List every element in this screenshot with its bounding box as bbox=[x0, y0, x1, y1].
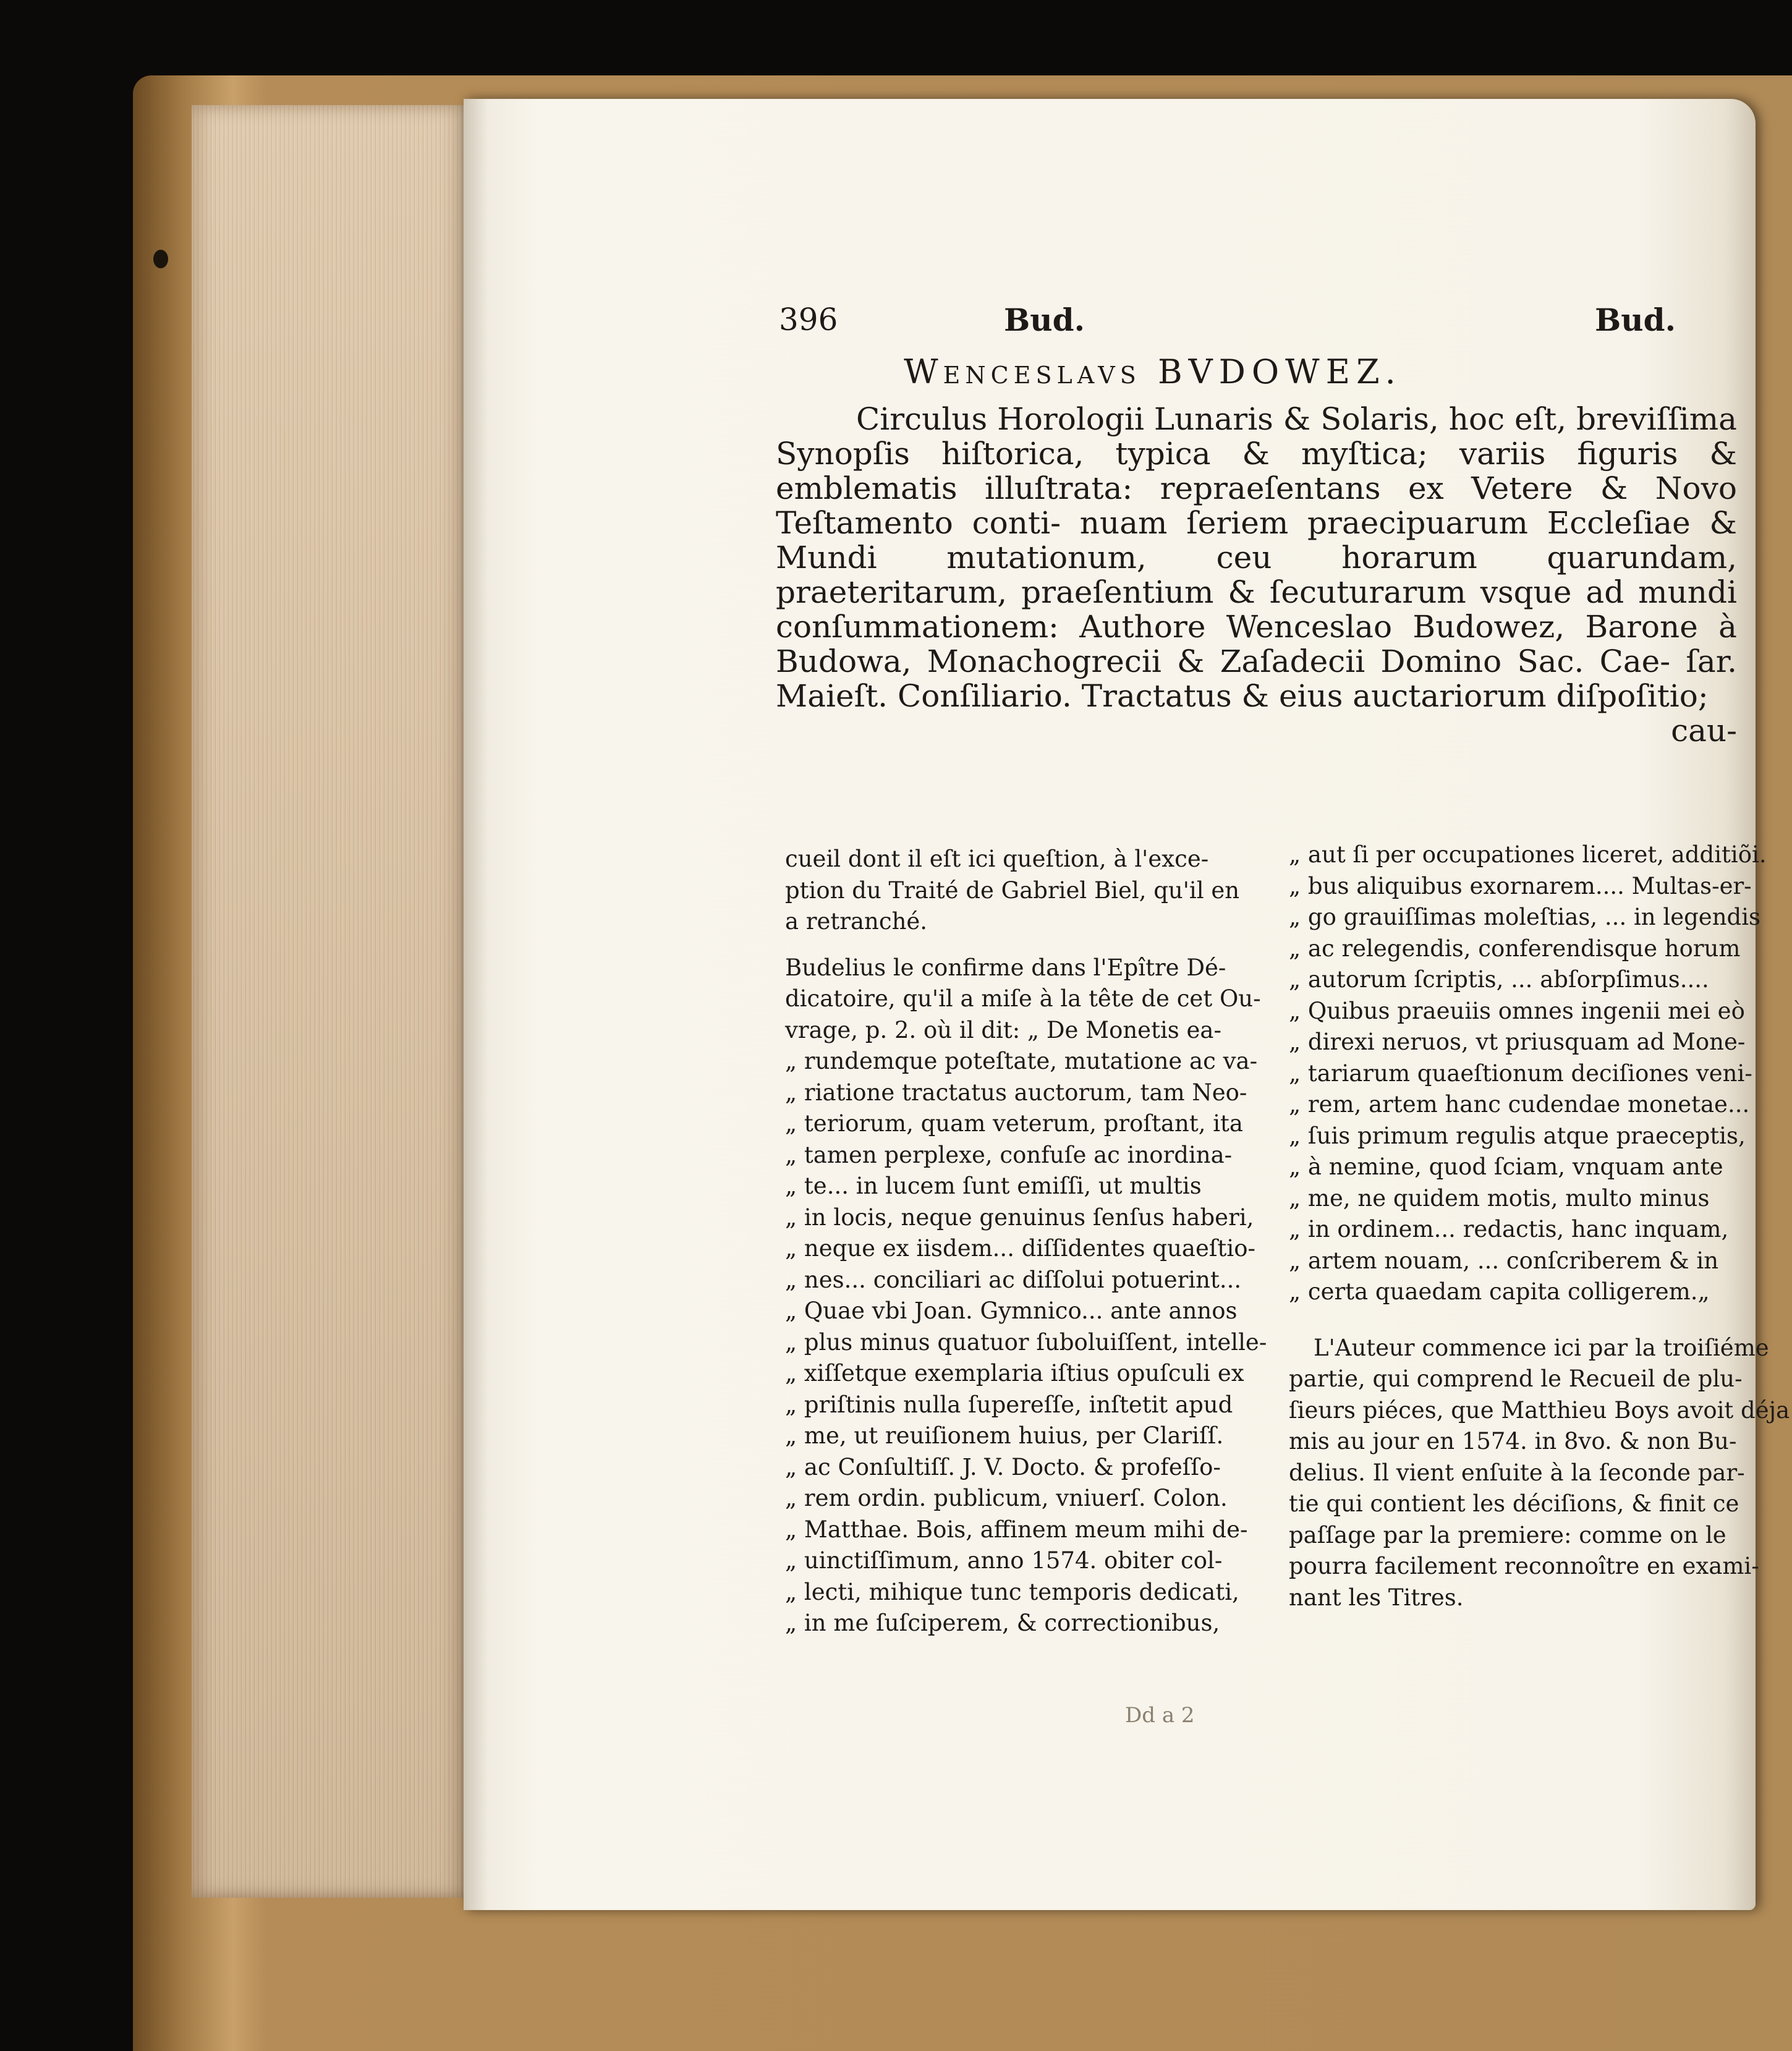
text-line: „ ac Conſultiſſ. J. V. Docto. & profeſſo- bbox=[785, 1453, 1221, 1480]
text-line: „ tamen perplexe, confuſe ac inordina- bbox=[785, 1141, 1233, 1168]
left-column bbox=[785, 844, 1280, 1654]
text-line: „ riatione tractatus auctorum, tam Neo- bbox=[785, 1079, 1247, 1106]
entry-author bbox=[464, 352, 1756, 391]
text-line: „ in ordinem... redactis, hanc inquam, bbox=[1289, 1216, 1729, 1242]
text-line: „ direxi neruos, vt priusquam ad Mone- bbox=[1289, 1029, 1746, 1055]
right-column bbox=[1289, 839, 1790, 1628]
text-line: „ lecti, mihique tunc temporis dedicati, bbox=[785, 1578, 1239, 1605]
text-line: „ priſtinis nulla ſupereſſe, inſtetit apud bbox=[785, 1391, 1233, 1418]
left-paragraph-2 bbox=[785, 953, 1280, 1639]
text-line: „ nes... conciliari ac diſſolui potuerint... bbox=[785, 1266, 1242, 1293]
intro-line: ſar. Maieſt. Conſiliario. Tractatus & eius auctariorum diſpoſitio; bbox=[776, 643, 1737, 714]
text-line: „ go grauiſſimas moleſtias, ... in legendis bbox=[1289, 904, 1761, 930]
cover-mark bbox=[153, 250, 168, 268]
text-line: tie qui contient les déciſions, & finit ce bbox=[1289, 1490, 1739, 1517]
text-line: „ autorum ſcriptis, ... abſorpſimus.... bbox=[1289, 966, 1709, 993]
text-line: „ uinctiſſimum, anno 1574. obiter col- bbox=[785, 1547, 1223, 1574]
text-line: a retranché. bbox=[785, 908, 928, 935]
running-head-right: Bud. bbox=[1595, 302, 1676, 338]
text-line: „ bus aliquibus exornarem.... Multas-er- bbox=[1289, 872, 1752, 899]
left-paragraph-1 bbox=[785, 844, 1280, 938]
intro-line: Barone à Budowa, Monachogrecii & Zaſadecii Domino Sac. Cae- bbox=[776, 609, 1737, 679]
text-line: ption du Traité de Gabriel Biel, qu'il en bbox=[785, 877, 1240, 904]
text-line: „ tariarum quaeſtionum deciſiones veni- bbox=[1289, 1059, 1752, 1087]
text-line: pourra facilement reconnoître en exami- bbox=[1289, 1553, 1759, 1579]
text-line: „ teriorum, quam veterum, proſtant, ita bbox=[785, 1110, 1243, 1137]
right-paragraph-2 bbox=[1289, 1333, 1790, 1614]
text-line: vrage, p. 2. où il dit: „ De Monetis ea- bbox=[785, 1016, 1221, 1043]
text-line: „ in locis, neque genuinus ſenſus haberi, bbox=[785, 1204, 1254, 1231]
running-header bbox=[779, 295, 1694, 357]
text-line: partie, qui comprend le Recueil de plu- bbox=[1289, 1365, 1743, 1392]
text-line: mis au jour en 1574. in 8vo. & non Bu- bbox=[1289, 1428, 1737, 1454]
text-line: „ rem, artem hanc cudendae monetae... bbox=[1289, 1091, 1750, 1118]
entry-title-paragraph bbox=[776, 402, 1737, 748]
text-line: dicatoire, qu'il a miſe à la tête de cet Ou- bbox=[785, 985, 1261, 1012]
text-line: „ rundemque poteſtate, mutatione ac va- bbox=[785, 1048, 1258, 1074]
intro-line: illuſtrata: repraeſentans ex Vetere & Novo Teſtamento conti- bbox=[776, 470, 1737, 541]
text-line: „ ſuis primum regulis atque praeceptis, bbox=[1289, 1122, 1746, 1149]
right-paragraph-1 bbox=[1289, 839, 1767, 1308]
intro-line: Synopſis hiſtorica, typica & myſtica; variis figuris & emblematis bbox=[776, 436, 1737, 506]
text-line: ſieurs piéces, que Matthieu Boys avoit déja bbox=[1289, 1396, 1790, 1424]
text-line: „ à nemine, quod ſciam, vnquam ante bbox=[1289, 1153, 1723, 1180]
page-number: 396 bbox=[779, 302, 838, 338]
text-line: Budelius le confirme dans l'Epître Dé- bbox=[785, 954, 1226, 981]
text-line: paſſage par la premiere: comme on le bbox=[1289, 1521, 1726, 1548]
text-line: „ in me ſuſciperem, & correctionibus, bbox=[785, 1610, 1220, 1636]
text-line: nant les Titres. bbox=[1289, 1584, 1464, 1611]
intro-line: vsque ad mundi conſummationem: Authore Wenceslao Budowez, bbox=[776, 574, 1737, 645]
intro-line: Circulus Horologii Lunaris & Solaris, hoc eſt, breviſſima bbox=[856, 401, 1737, 437]
text-line: L'Auteur commence ici par la troiſiéme bbox=[1314, 1334, 1769, 1361]
author-first-name: Wenceslavs bbox=[904, 352, 1141, 391]
intro-continuation: cau- bbox=[1671, 713, 1737, 749]
text-line: „ certa quaedam capita colligerem.„ bbox=[1289, 1278, 1710, 1305]
text-line: „ plus minus quatuor ſuboluiſſent, intelle- bbox=[785, 1328, 1267, 1356]
text-line: „ rem ordin. publicum, vniuerſ. Colon. bbox=[785, 1485, 1228, 1511]
text-line: „ me, ut reuiſionem huius, per Clariſſ. bbox=[785, 1422, 1224, 1449]
text-line: cueil dont il eſt ici queſtion, à l'exce- bbox=[785, 846, 1209, 872]
text-line: „ xiſſetque exemplaria iſtius opuſculi ex bbox=[785, 1360, 1244, 1386]
text-line: „ te... in lucem ſunt emiſſi, ut multis bbox=[785, 1173, 1202, 1199]
book-page bbox=[464, 99, 1790, 1910]
intro-line: nuam ſeriem praecipuarum Eccleſiae & Mundi mutationum, ceu bbox=[776, 505, 1737, 575]
text-line: „ Quae vbi Joan. Gymnico... ante annos bbox=[785, 1297, 1238, 1324]
author-last-name: BVDOWEZ. bbox=[1157, 352, 1402, 391]
intro-line: horarum quarundam, praeteritarum, praeſentium & ſecuturarum bbox=[776, 540, 1737, 610]
page-edges bbox=[192, 105, 470, 1898]
text-line: „ aut ſi per occupationes liceret, additiõi. bbox=[1289, 841, 1767, 868]
text-line: delius. Il vient enſuite à la ſeconde par- bbox=[1289, 1459, 1745, 1486]
signature-mark: Dd a 2 bbox=[1125, 1703, 1195, 1728]
text-line: „ Matthae. Bois, affinem meum mihi de- bbox=[785, 1516, 1248, 1543]
running-head-left: Bud. bbox=[1004, 302, 1085, 338]
text-line: „ Quibus praeuiis omnes ingenii mei eò bbox=[1289, 997, 1745, 1024]
text-line: „ artem nouam, ... conſcriberem & in bbox=[1289, 1247, 1719, 1274]
text-line: „ ac relegendis, conferendisque horum bbox=[1289, 935, 1741, 962]
text-line: „ me, ne quidem motis, multo minus bbox=[1289, 1184, 1710, 1212]
text-line: „ neque ex iisdem... diſſidentes quaeſtio- bbox=[785, 1235, 1256, 1262]
